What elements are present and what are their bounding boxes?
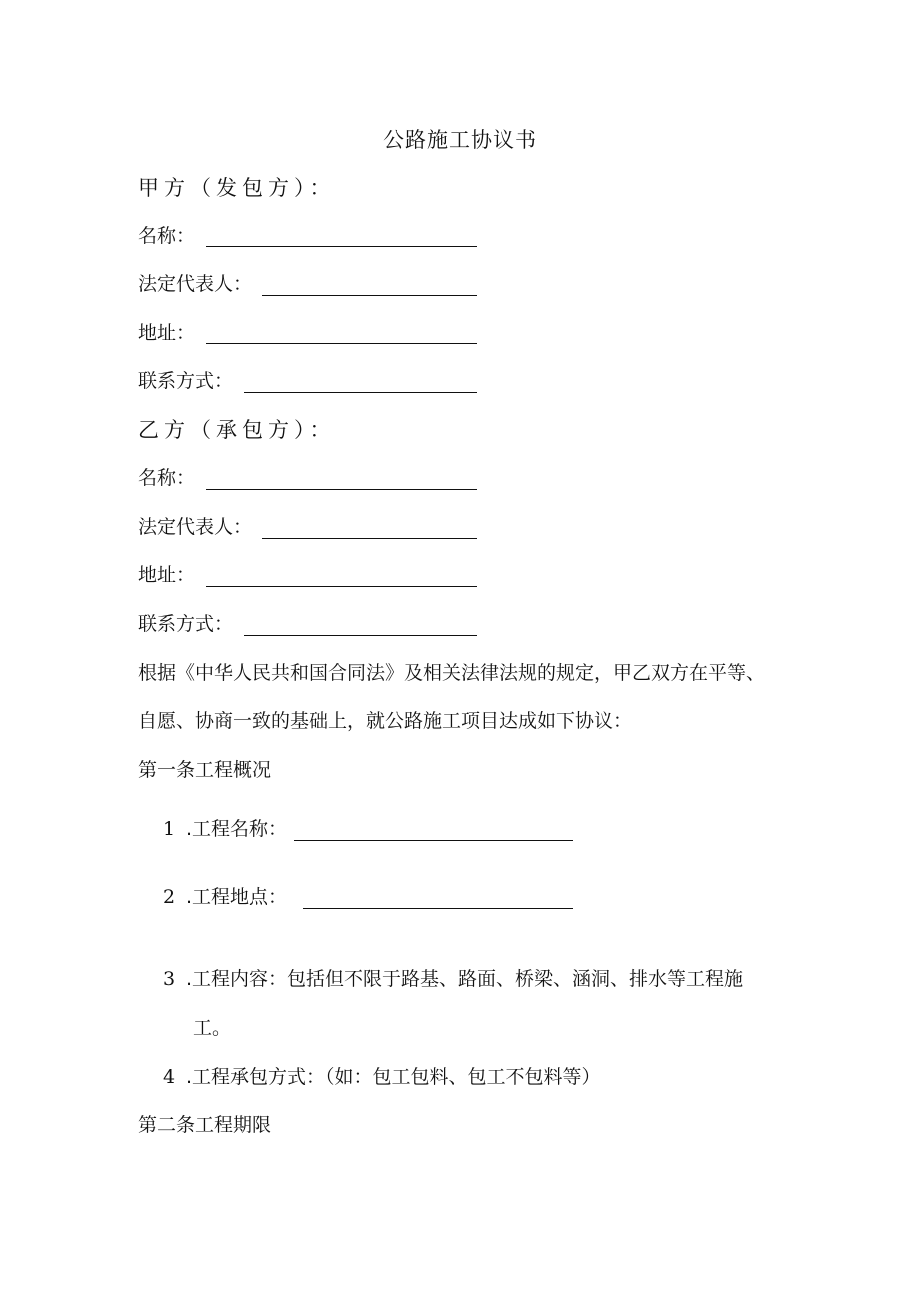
item-label: .工程承包方式：（如：包工包料、包工不包料等） [186, 1066, 601, 1088]
party-b-address-blank [206, 586, 477, 587]
item-label: .工程名称： [186, 818, 288, 840]
item-number: 4 [163, 1066, 176, 1088]
document-title: 公路施工协议书 [383, 128, 537, 152]
party-b-name-blank [206, 489, 477, 490]
party-a-name-blank [206, 246, 477, 247]
party-a-contact-blank [244, 392, 477, 393]
party-a-rep-label: 法定代表人： [138, 273, 253, 295]
project-name-blank [294, 840, 573, 841]
article-1-heading: 第一条工程概况 [138, 759, 272, 781]
item-label: .工程地点： [186, 886, 288, 908]
party-b-contact-label: 联系方式： [138, 613, 234, 635]
party-a-address-label: 地址： [138, 322, 196, 344]
party-a-address-blank [206, 343, 477, 344]
item-label-continued: 工。 [193, 1017, 232, 1039]
item-number: 2 [163, 886, 176, 908]
party-a-contact-label: 联系方式： [138, 370, 234, 392]
party-a-rep-blank [262, 295, 477, 296]
intro-line-1: 根据《中华人民共和国合同法》及相关法律法规的规定，甲乙双方在平等、 [138, 662, 766, 684]
article-2-heading: 第二条工程期限 [138, 1114, 272, 1136]
item-number: 3 [163, 968, 176, 990]
party-b-name-label: 名称： [138, 467, 196, 489]
item-number: 1 [163, 818, 176, 840]
party-b-heading: 乙方（承包方）： [138, 418, 336, 442]
party-a-heading: 甲方（发包方）： [138, 176, 336, 200]
party-b-rep-blank [262, 538, 477, 539]
party-b-rep-label: 法定代表人： [138, 516, 253, 538]
party-b-address-label: 地址： [138, 564, 196, 586]
project-location-blank [303, 908, 573, 909]
intro-line-2: 自愿、协商一致的基础上，就公路施工项目达成如下协议： [138, 710, 633, 732]
party-a-name-label: 名称： [138, 225, 196, 247]
item-label: .工程内容：包括但不限于路基、路面、桥梁、涵洞、排水等工程施 [186, 968, 744, 990]
party-b-contact-blank [244, 635, 477, 636]
